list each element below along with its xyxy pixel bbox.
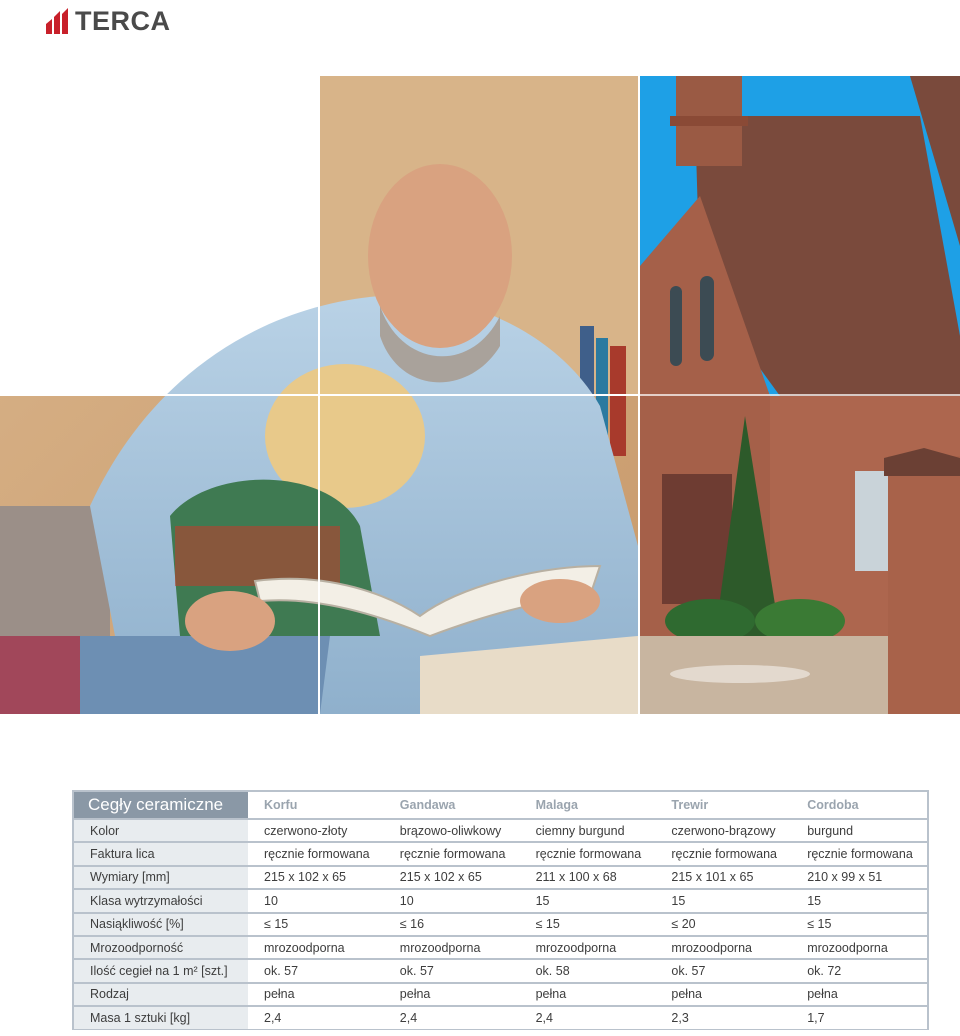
column-header: Malaga <box>520 792 656 818</box>
table-title: Cegły ceramiczne <box>74 792 248 818</box>
table-cell: mrozoodporna <box>520 937 656 958</box>
table-cell: mrozoodporna <box>248 937 384 958</box>
table-cell: 1,7 <box>791 1007 927 1028</box>
table-cell: 15 <box>655 890 791 911</box>
row-label: Wymiary [mm] <box>74 867 248 888</box>
table-cell: pełna <box>655 984 791 1005</box>
table-cell: ok. 57 <box>384 960 520 981</box>
column-header: Trewir <box>655 792 791 818</box>
table-cell: 15 <box>791 890 927 911</box>
table-cell: 215 x 102 x 65 <box>248 867 384 888</box>
table-cell: ręcznie formowana <box>248 843 384 864</box>
table-cell: mrozoodporna <box>655 937 791 958</box>
table-cell: 15 <box>520 890 656 911</box>
table-cell: ręcznie formowana <box>384 843 520 864</box>
table-cell: burgund <box>791 820 927 841</box>
table-cell: pełna <box>384 984 520 1005</box>
table-cell: 215 x 102 x 65 <box>384 867 520 888</box>
terca-logo-icon <box>44 6 74 36</box>
table-cell: ok. 58 <box>520 960 656 981</box>
row-label: Rodzaj <box>74 984 248 1005</box>
table-cell: 2,3 <box>655 1007 791 1028</box>
table-cell: brązowo-oliwkowy <box>384 820 520 841</box>
terca-logo <box>44 6 171 36</box>
table-cell: ok. 57 <box>655 960 791 981</box>
row-label: Nasiąkliwość [%] <box>74 914 248 935</box>
table-cell: 10 <box>248 890 384 911</box>
table-cell: ręcznie formowana <box>791 843 927 864</box>
table-header-row <box>74 792 927 818</box>
column-header: Cordoba <box>791 792 927 818</box>
table-cell: ok. 72 <box>791 960 927 981</box>
table-cell: 2,4 <box>520 1007 656 1028</box>
table-cell: pełna <box>248 984 384 1005</box>
table-cell: ≤ 15 <box>520 914 656 935</box>
row-label: Mrozoodporność <box>74 937 248 958</box>
row-label: Masa 1 sztuki [kg] <box>74 1007 248 1028</box>
table-cell: ≤ 16 <box>384 914 520 935</box>
table-cell: 210 x 99 x 51 <box>791 867 927 888</box>
table-row <box>74 984 927 1005</box>
table-cell: ciemny burgund <box>520 820 656 841</box>
table-cell: mrozoodporna <box>384 937 520 958</box>
table-cell: mrozoodporna <box>791 937 927 958</box>
table-cell: 10 <box>384 890 520 911</box>
table-cell: ok. 57 <box>248 960 384 981</box>
table-row <box>74 843 927 864</box>
row-label: Faktura lica <box>74 843 248 864</box>
row-label: Ilość cegieł na 1 m² [szt.] <box>74 960 248 981</box>
table-row <box>74 867 927 888</box>
brick-specs-table <box>72 790 929 1030</box>
table-row <box>74 937 927 958</box>
table-cell: ręcznie formowana <box>655 843 791 864</box>
table-cell: pełna <box>520 984 656 1005</box>
column-header: Gandawa <box>384 792 520 818</box>
house-photo-divider <box>640 394 960 396</box>
table-cell: pełna <box>791 984 927 1005</box>
table-cell: ręcznie formowana <box>520 843 656 864</box>
table-row <box>74 820 927 841</box>
table-cell: 2,4 <box>248 1007 384 1028</box>
table-row <box>74 960 927 981</box>
table-cell: czerwono-brązowy <box>655 820 791 841</box>
table-cell: 215 x 101 x 65 <box>655 867 791 888</box>
column-header: Korfu <box>248 792 384 818</box>
photo-divider-h <box>0 394 638 396</box>
table-cell: ≤ 20 <box>655 914 791 935</box>
table-cell: ≤ 15 <box>791 914 927 935</box>
table-row <box>74 1007 927 1028</box>
row-label: Klasa wytrzymałości <box>74 890 248 911</box>
table-cell: czerwono-złoty <box>248 820 384 841</box>
table-cell: 211 x 100 x 68 <box>520 867 656 888</box>
table-row <box>74 914 927 935</box>
row-label: Kolor <box>74 820 248 841</box>
table-cell: 2,4 <box>384 1007 520 1028</box>
brand-name: TERCA <box>75 6 171 36</box>
table-row <box>74 890 927 911</box>
table-cell: ≤ 15 <box>248 914 384 935</box>
